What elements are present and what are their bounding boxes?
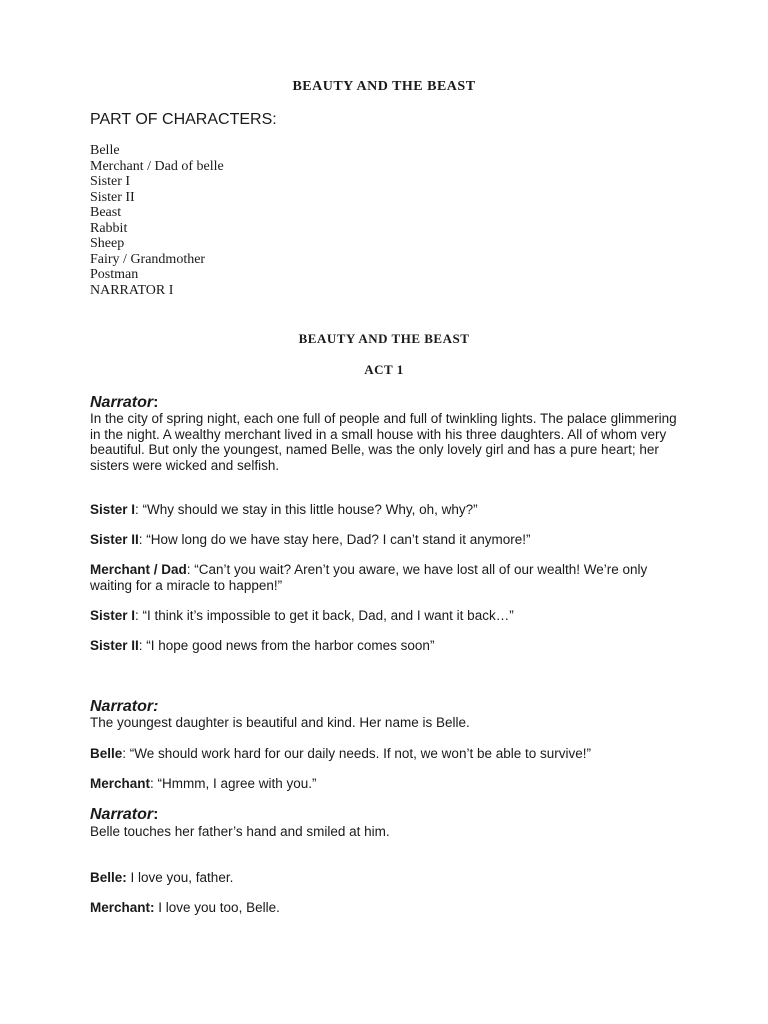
act-heading: ACT 1 xyxy=(364,362,404,377)
dialogue-line xyxy=(90,562,650,593)
dialogue-text: : “Hmmm, I agree with you.” xyxy=(150,776,317,791)
character-item: Postman xyxy=(90,267,139,282)
character-item: Rabbit xyxy=(90,220,128,236)
speaker-name: Sister I xyxy=(90,608,136,623)
character-item: NARRATOR I xyxy=(90,282,174,298)
play-title: BEAUTY AND THE BEAST xyxy=(298,331,470,346)
speaker-name: Sister I xyxy=(90,502,136,517)
dialogue-text: : “Can’t you wait? Aren’t you aware, we have lost all of our wealth! We’re only waiting for a miracle to happen!” xyxy=(90,562,648,593)
narrator-label: Narrator: xyxy=(90,698,159,715)
speaker-name: Belle xyxy=(90,746,123,761)
speaker-name: Sister II xyxy=(90,532,139,547)
dialogue-text: I love you, father. xyxy=(126,870,234,885)
dialogue-line xyxy=(90,502,690,518)
narrator-label: Narrator: xyxy=(90,394,159,411)
speaker-name: Merchant / Dad xyxy=(90,562,187,577)
narration-paragraph: In the city of spring night, each one full of people and full of twinkling lights. The palace glimmering in the night. A wealthy merchant lived in a small house with his three daughters. All of whom very beautiful. But only the youngest, named Belle, was the only lovely girl and has a pure heart; her sisters were wicked and selfish. xyxy=(90,411,677,473)
document-title: BEAUTY AND THE BEAST xyxy=(292,79,476,94)
dialogue-line xyxy=(90,870,690,886)
dialogue-line xyxy=(90,608,690,624)
dialogue-line xyxy=(90,638,690,654)
character-item: Belle xyxy=(90,143,120,158)
dialogue-text: : “I hope good news from the harbor comes soon” xyxy=(138,638,435,653)
dialogue-text: : “We should work hard for our daily needs. If not, we won’t be able to survive!” xyxy=(122,746,592,761)
dialogue-line xyxy=(90,532,690,548)
narration-paragraph: The youngest daughter is beautiful and kind. Her name is Belle. xyxy=(90,715,470,730)
narration-paragraph: Belle touches her father’s hand and smiled at him. xyxy=(90,824,390,839)
character-item: Sheep xyxy=(90,236,125,251)
dialogue-line xyxy=(90,746,690,762)
dialogue-text: : “Why should we stay in this little house? Why, oh, why?” xyxy=(135,502,478,517)
speaker-name: Merchant: xyxy=(90,900,155,915)
characters-heading: PART OF CHARACTERS: xyxy=(90,111,277,128)
speaker-name: Sister II xyxy=(90,638,139,653)
dialogue-text: : “How long do we have stay here, Dad? I can’t stand it anymore!” xyxy=(138,532,531,547)
dialogue-line xyxy=(90,900,690,916)
dialogue-text: : “I think it’s impossible to get it back, Dad, and I want it back…” xyxy=(135,608,514,623)
character-item: Sister II xyxy=(90,189,135,205)
narrator-label: Narrator: xyxy=(90,806,159,823)
dialogue-text: I love you too, Belle. xyxy=(154,900,280,915)
character-item: Fairy / Grandmother xyxy=(90,251,206,267)
character-item: Sister I xyxy=(90,174,131,189)
character-item: Merchant / Dad of belle xyxy=(90,158,224,174)
character-item: Beast xyxy=(90,205,122,220)
character-list xyxy=(90,143,224,298)
speaker-name: Belle: xyxy=(90,870,127,885)
speaker-name: Merchant xyxy=(90,776,151,791)
dialogue-line xyxy=(90,776,690,792)
